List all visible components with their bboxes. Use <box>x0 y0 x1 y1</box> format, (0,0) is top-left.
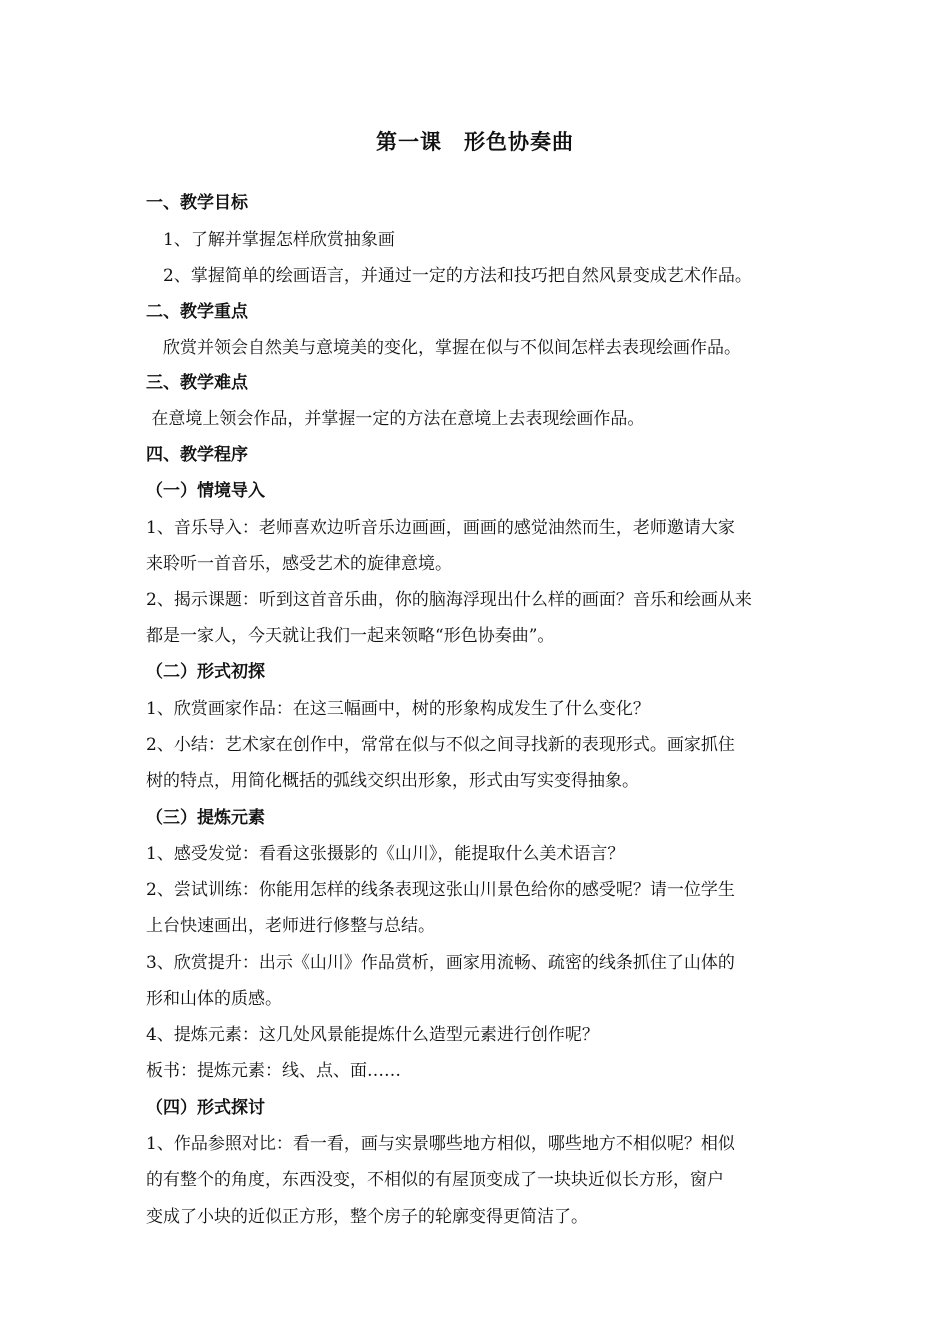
difficulties-text: 在意境上领会作品，并掌握一定的方法在意境上去表现绘画作品。 <box>146 409 645 429</box>
subsection-heading-intro: （一）情境导入 <box>146 481 265 501</box>
subsection-heading-form-exploration: （二）形式初探 <box>146 662 265 682</box>
paragraph-line: 变成了小块的近似正方形，整个房子的轮廓变得更简洁了。 <box>146 1207 588 1227</box>
key-points-text: 欣赏并领会自然美与意境美的变化，掌握在似与不似间怎样去表现绘画作品。 <box>146 338 741 358</box>
subsection-heading-form-discussion: （四）形式探讨 <box>146 1098 265 1118</box>
paragraph-line: 树的特点，用简化概括的弧线交织出形象，形式由写实变得抽象。 <box>146 771 639 791</box>
paragraph-line: 1、欣赏画家作品：在这三幅画中，树的形象构成发生了什么变化？ <box>146 699 650 719</box>
paragraph-line: 1、作品参照对比：看一看，画与实景哪些地方相似，哪些地方不相似呢？相似 <box>146 1134 735 1154</box>
paragraph-line: 都是一家人，今天就让我们一起来领略“形色协奏曲”。 <box>146 626 555 646</box>
page-title: 第一课 形色协奏曲 <box>376 129 574 154</box>
subsection-heading-extract-elements: （三）提炼元素 <box>146 808 265 828</box>
paragraph-line: 2、尝试训练：你能用怎样的线条表现这张山川景色给你的感受呢？请一位学生 <box>146 880 735 900</box>
section-heading-key-points: 二、教学重点 <box>146 302 248 322</box>
paragraph-line: 来聆听一首音乐，感受艺术的旋律意境。 <box>146 554 452 574</box>
paragraph-line: 1、音乐导入：老师喜欢边听音乐边画画，画画的感觉油然而生，老师邀请大家 <box>146 518 735 538</box>
paragraph-line: 上台快速画出，老师进行修整与总结。 <box>146 916 435 936</box>
section-heading-objectives: 一、教学目标 <box>146 193 248 213</box>
paragraph-line: 的有整个的角度，东西没变，不相似的有屋顶变成了一块块近似长方形，窗户 <box>146 1170 724 1190</box>
objective-item-1: 1、了解并掌握怎样欣赏抽象画 <box>146 230 395 250</box>
section-heading-procedure: 四、教学程序 <box>146 445 248 465</box>
board-note: 板书：提炼元素：线、点、面…… <box>146 1061 401 1081</box>
paragraph-line: 4、提炼元素：这几处风景能提炼什么造型元素进行创作呢？ <box>146 1025 599 1045</box>
paragraph-line: 2、小结：艺术家在创作中，常常在似与不似之间寻找新的表现形式。画家抓住 <box>146 735 735 755</box>
paragraph-line: 1、感受发觉：看看这张摄影的《山川》，能提取什么美术语言？ <box>146 844 625 864</box>
objective-item-2: 2、掌握简单的绘画语言，并通过一定的方法和技巧把自然风景变成艺术作品。 <box>146 266 752 286</box>
paragraph-line: 2、揭示课题：听到这首音乐曲，你的脑海浮现出什么样的画面？音乐和绘画从来 <box>146 590 752 610</box>
section-heading-difficulties: 三、教学难点 <box>146 373 248 393</box>
paragraph-line: 3、欣赏提升：出示《山川》作品赏析，画家用流畅、疏密的线条抓住了山体的 <box>146 953 735 973</box>
paragraph-line: 形和山体的质感。 <box>146 989 282 1009</box>
